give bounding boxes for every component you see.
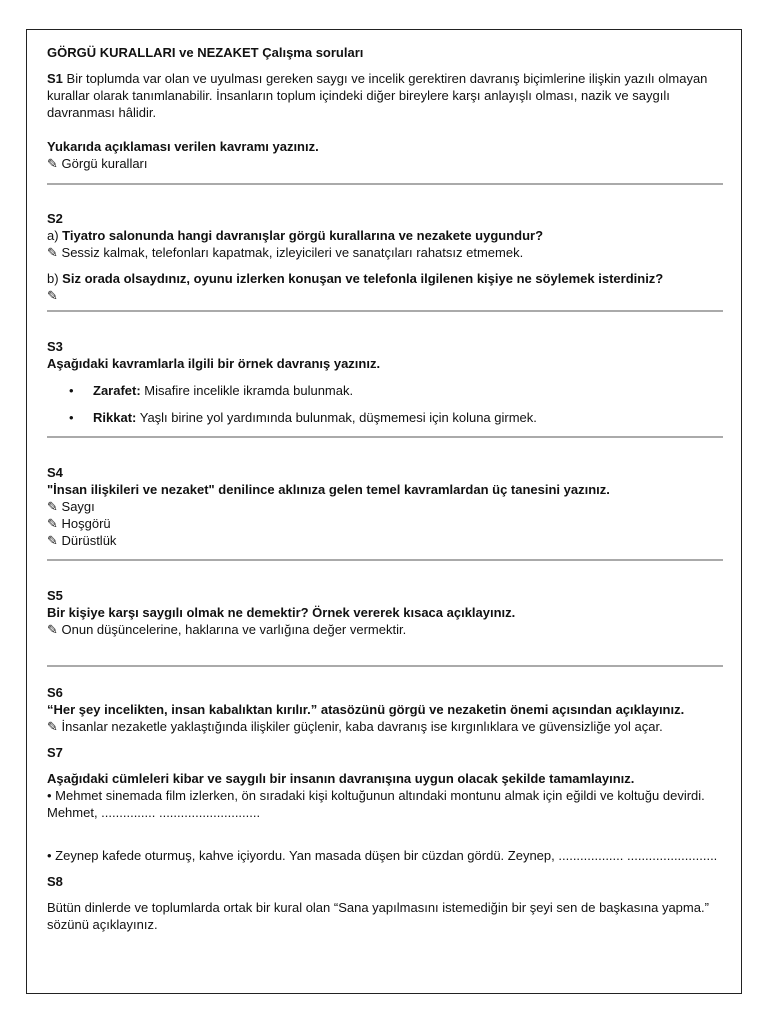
pencil-icon: ✎ [47,156,58,171]
q4-answer [47,532,723,549]
q2-a-answer [47,244,723,261]
bullet-icon: • [69,410,74,425]
q2-label: S2 [47,211,63,226]
q2-b-prefix: b) [47,271,63,286]
q5-answer [47,621,723,638]
q4-answer-text: Dürüstlük [57,533,117,548]
q6-answer [47,718,723,735]
q6-quote: “Her şey incelikten, insan kabalıktan kırılır.” [47,702,318,717]
pencil-icon: ✎ [47,516,58,531]
q2-a-prefix: a) [47,228,63,243]
q6-answer-text: İnsanlar nezaketle yaklaştığında ilişkiler güçlenir, kaba davranış ise kırgınlıklara ve güvensizliğe yol açar. [57,719,663,734]
q2-a-question-text: Tiyatro salonunda hangi davranışlar görgü kurallarına ve nezakete uygundur? [62,228,544,243]
q1-question: Yukarıda açıklaması verilen kavramı yazınız. [47,139,319,154]
q5-question: Bir kişiye karşı saygılı olmak ne demektir? Örnek vererek kısaca açıklayınız. [47,605,516,620]
q1-paragraph [47,70,723,121]
q2-a-question [47,227,723,244]
worksheet-title: GÖRGÜ KURALLARI ve NEZAKET Çalışma soruları [47,45,364,60]
q4-question: "İnsan ilişkileri ve nezaket" denilince aklınıza gelen temel kavramlardan üç tanesini yazınız. [47,482,610,497]
q3-item-text: Misafire incelikle ikramda bulunmak. [140,383,354,398]
q4-answer-text: Hoşgörü [57,516,111,531]
q7-item-fill: Mehmet, ............... ............................ [47,805,261,820]
pencil-icon: ✎ [47,499,58,514]
q1-label: S1 [47,71,63,86]
q7-item: • Zeynep kafede oturmuş, kahve içiyordu. Yan masada düşen bir cüzdan gördü. Zeynep, .................. ......................... [47,848,718,863]
q4-label: S4 [47,465,63,480]
bullet-icon: • [69,383,74,398]
q7-question: Aşağıdaki cümleleri kibar ve saygılı bir insanın davranışına uygun olacak şekilde tamamlayınız. [47,771,635,786]
pencil-icon: ✎ [47,622,58,637]
worksheet-content [47,44,723,933]
q5-answer-text: Onun düşüncelerine, haklarına ve varlığına değer vermektir. [57,622,407,637]
worksheet-frame [26,29,742,994]
divider [47,559,723,561]
q1-answer-text: Görgü kuralları [57,156,148,171]
divider [47,310,723,312]
q6-label: S6 [47,685,63,700]
q3-label: S3 [47,339,63,354]
q3-item-text: Yaşlı birine yol yardımında bulunmak, düşmemesi için koluna girmek. [136,410,537,425]
q3-item-term: Zarafet: [93,383,141,398]
q7-label: S7 [47,745,63,760]
divider [47,183,723,185]
q3-item-term: Rikkat: [93,410,137,425]
q5-label: S5 [47,588,63,603]
q3-item [47,409,723,426]
pencil-icon: ✎ [47,288,58,303]
q6-question-text: atasözünü görgü ve nezaketin önemi açısından açıklayınız. [317,702,685,717]
q4-answer [47,498,723,515]
q4-answer-text: Saygı [57,499,95,514]
q4-answer [47,515,723,532]
q6-question [47,701,723,718]
q2-b-answer [47,287,723,304]
divider [47,436,723,438]
pencil-icon: ✎ [47,245,58,260]
q8-text: Bütün dinlerde ve toplumlarda ortak bir kural olan “Sana yapılmasını istemediğin bir şeyi sen de başkasına yapma.” sözünü açıklayınız. [47,900,709,932]
q3-question: Aşağıdaki kavramlarla ilgili bir örnek davranış yazınız. [47,356,381,371]
q3-item [47,382,723,399]
q7-item: • Mehmet sinemada film izlerken, ön sıradaki kişi koltuğunun altındaki montunu almak için eğildi ve koltuğu devirdi. [47,788,705,803]
q1-answer [47,155,723,172]
q2-b-question [47,270,723,287]
divider [47,665,723,667]
q8-label: S8 [47,874,63,889]
q2-b-question-text: Siz orada olsaydınız, oyunu izlerken konuşan ve telefonla ilgilenen kişiye ne söylemek isterdiniz? [62,271,664,286]
pencil-icon: ✎ [47,533,58,548]
q2-a-answer-text: Sessiz kalmak, telefonları kapatmak, izleyicileri ve sanatçıları rahatsız etmemek. [57,245,524,260]
q1-text: Bir toplumda var olan ve uyulması gereken saygı ve incelik gerektiren davranış biçimlerine ilişkin yazılı olmayan kurallar olarak tanımlanabilir. İnsanların toplum içindeki diğer bireylere karşı anlayışlı olması, nazik ve saygılı davranması hâlidir. [47,71,708,120]
pencil-icon: ✎ [47,719,58,734]
